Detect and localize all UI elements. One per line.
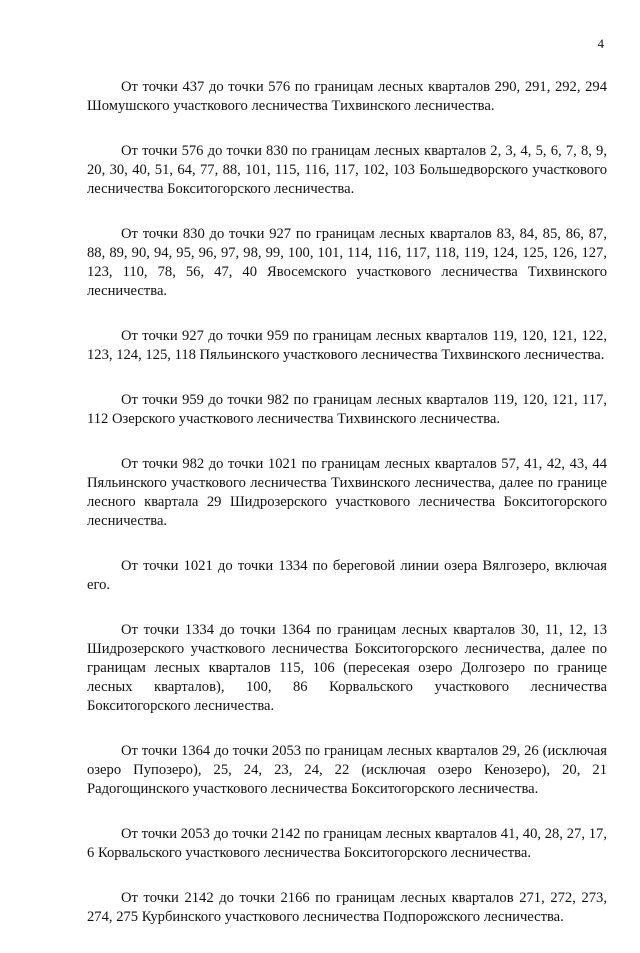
paragraph: От точки 576 до точки 830 по границам лесных кварталов 2, 3, 4, 5, 6, 7, 8, 9, 20, 30, 40, 51, 64, 77, 88, 101, 115, 116, 117, 102, 103 Большедворского участкового лесничества Бокситогорского лесничества.: [87, 143, 607, 197]
document-body: [87, 78, 607, 953]
paragraph: От точки 959 до точки 982 по границам лесных кварталов 119, 120, 121, 117, 112 Озерского участкового лесничества Тихвинского лесничества.: [87, 392, 607, 427]
page-number: 4: [597, 36, 604, 51]
paragraph: От точки 2142 до точки 2166 по границам лесных кварталов 271, 272, 273, 274, 275 Курбинского участкового лесничества Подпорожского лесничества.: [87, 890, 607, 925]
paragraph: От точки 1364 до точки 2053 по границам лесных кварталов 29, 26 (исключая озеро Пупозеро), 25, 24, 23, 24, 22 (исключая озеро Кенозеро), 20, 21 Радогощинского участкового лесничества Бокситогорского лесничества.: [87, 743, 607, 797]
paragraph: От точки 982 до точки 1021 по границам лесных кварталов 57, 41, 42, 43, 44 Пяльинского участкового лесничества Тихвинского лесничества, далее по границе лесного квартала 29 Шидрозерского участкового лесничества Бокситогорского лесничества.: [87, 456, 607, 529]
paragraph: От точки 1021 до точки 1334 по береговой линии озера Вялгозеро, включая его.: [87, 558, 607, 593]
paragraph: От точки 437 до точки 576 по границам лесных кварталов 290, 291, 292, 294 Шомушского участкового лесничества Тихвинского лесничества.: [87, 79, 607, 114]
paragraph: От точки 927 до точки 959 по границам лесных кварталов 119, 120, 121, 122, 123, 124, 125, 118 Пяльинского участкового лесничества Тихвинского лесничества.: [87, 328, 607, 363]
paragraph: От точки 830 до точки 927 по границам лесных кварталов 83, 84, 85, 86, 87, 88, 89, 90, 94, 95, 96, 97, 98, 99, 100, 101, 114, 116, 117, 118, 119, 124, 125, 126, 127, 123, 110, 78, 56, 47, 40 Явосемского участкового лесничества Тихвинского лесничества.: [87, 226, 607, 299]
paragraph: От точки 1334 до точки 1364 по границам лесных кварталов 30, 11, 12, 13 Шидрозерского участкового лесничества Бокситогорского лесничества, далее по границам лесных кварталов 115, 106 (пересекая озеро Долгозеро по границе лесных кварталов), 100, 86 Корвальского участкового лесничества Бокситогорского лесничества.: [87, 622, 607, 714]
paragraph: От точки 2053 до точки 2142 по границам лесных кварталов 41, 40, 28, 27, 17, 6 Корвальского участкового лесничества Бокситогорского лесничества.: [87, 826, 607, 861]
